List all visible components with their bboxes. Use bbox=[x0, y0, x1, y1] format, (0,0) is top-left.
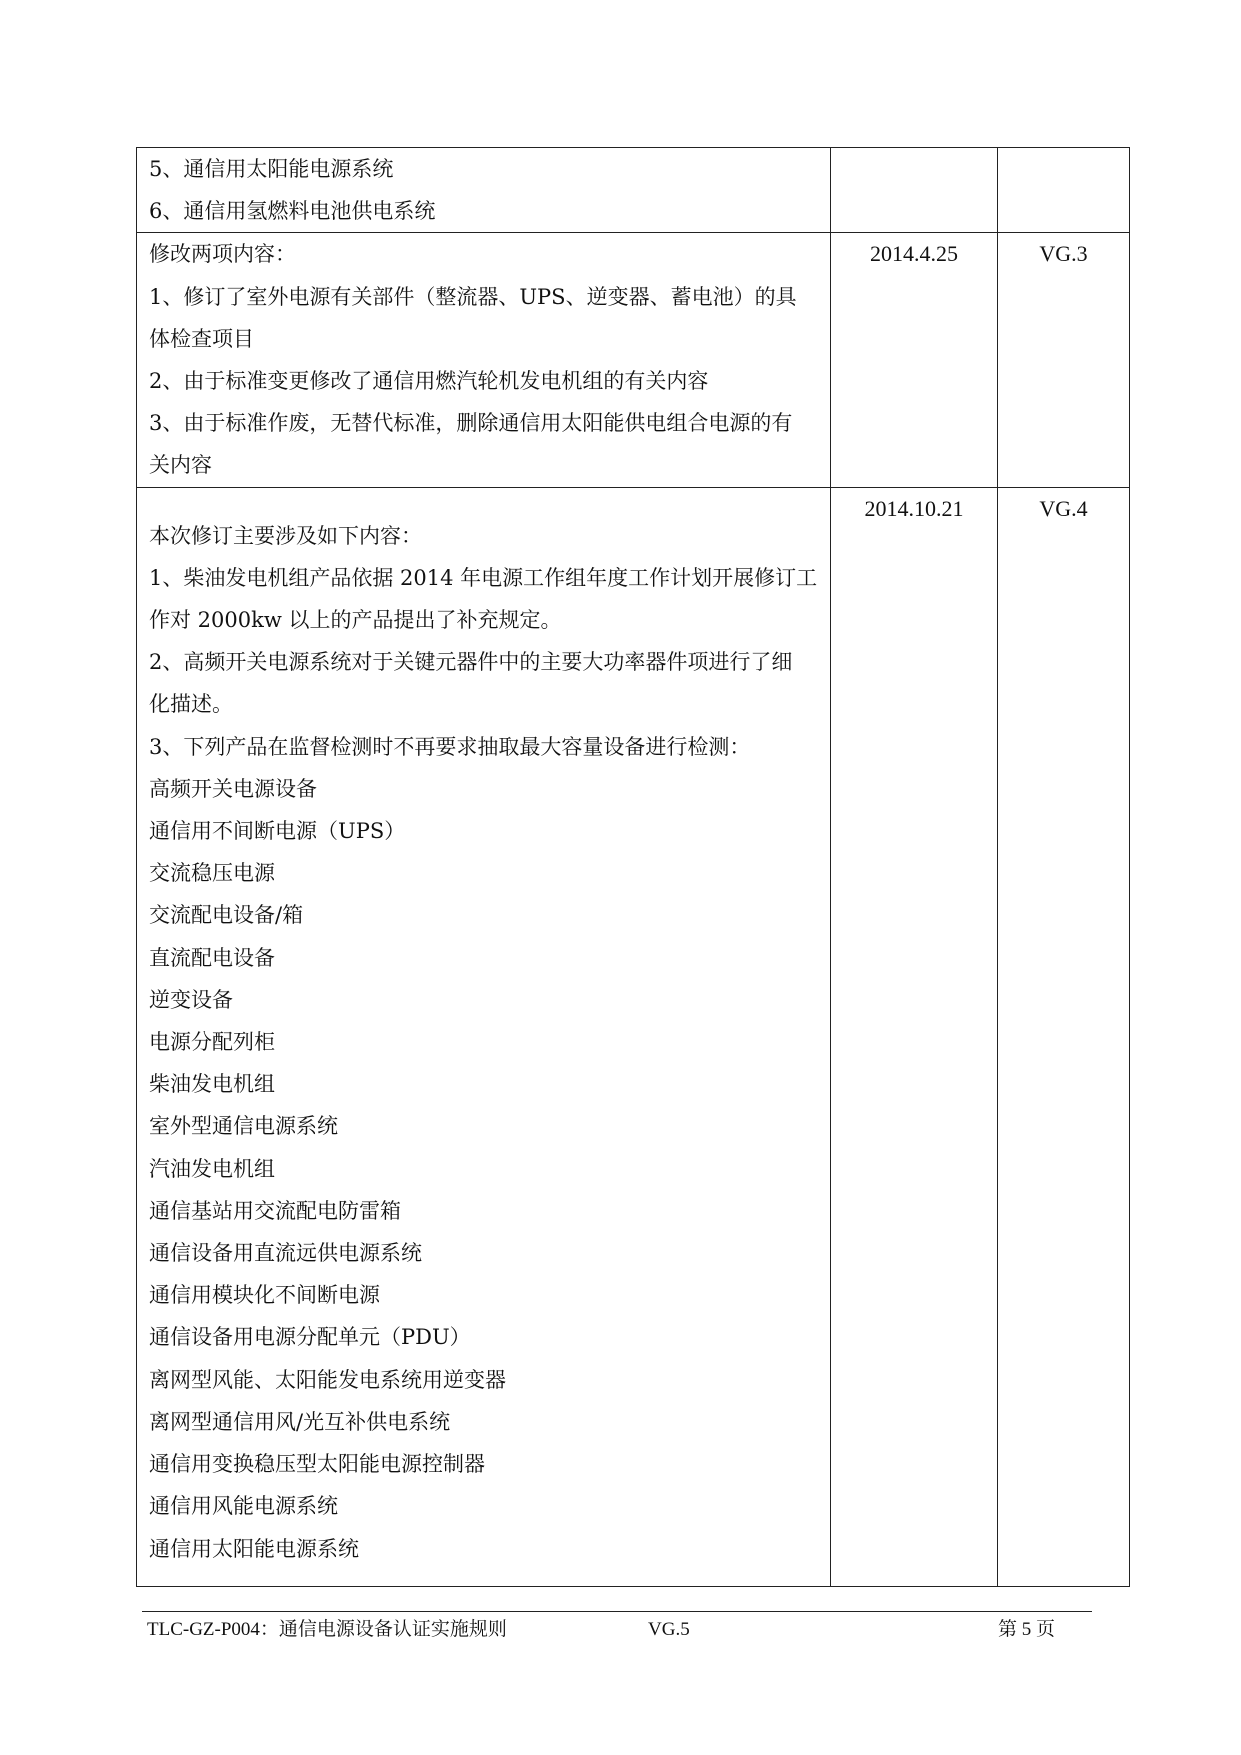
revision-row bbox=[137, 487, 1130, 1586]
revision-content-line: 3、下列产品在监督检测时不再要求抽取最大容量设备进行检测： bbox=[149, 734, 751, 759]
revision-row bbox=[137, 148, 1130, 233]
revision-content-line: 本次修订主要涉及如下内容： bbox=[149, 523, 422, 548]
revision-content-line: 1、修订了室外电源有关部件（整流器、UPS、逆变器、蓄电池）的具 bbox=[149, 284, 797, 309]
revision-history-table bbox=[136, 147, 1130, 1587]
revision-content-line: 修改两项内容： bbox=[149, 242, 296, 267]
footer-version: VG.5 bbox=[648, 1619, 690, 1640]
revision-version-cell bbox=[998, 487, 1130, 1586]
revision-date: 2014.4.25 bbox=[870, 241, 958, 267]
revision-date: 2014.10.21 bbox=[864, 495, 964, 521]
revision-content-line: 离网型风能、太阳能发电系统用逆变器 bbox=[149, 1367, 506, 1392]
revision-content-line: 通信用太阳能电源系统 bbox=[149, 1536, 359, 1561]
revision-version-cell bbox=[998, 233, 1130, 487]
revision-version: VG.4 bbox=[1039, 495, 1088, 521]
revision-content-line: 2、由于标准变更修改了通信用燃汽轮机发电机组的有关内容 bbox=[149, 369, 709, 394]
revision-content-line: 通信设备用电源分配单元（PDU） bbox=[149, 1325, 471, 1350]
revision-content-lines bbox=[137, 148, 830, 232]
revision-date-cell bbox=[831, 487, 998, 1586]
footer-divider bbox=[142, 1611, 1092, 1612]
revision-content-line: 通信用不间断电源（UPS） bbox=[149, 819, 406, 844]
revision-content-cell bbox=[137, 487, 831, 1586]
revision-content-line: 通信用模块化不间断电源 bbox=[149, 1283, 380, 1308]
footer-document-title: TLC-GZ-P004：通信电源设备认证实施规则 bbox=[147, 1619, 507, 1640]
revision-content-line: 3、由于标准作废，无替代标准，删除通信用太阳能供电组合电源的有 bbox=[149, 411, 793, 436]
revision-content-cell bbox=[137, 148, 831, 233]
revision-content-line: 通信设备用直流远供电源系统 bbox=[149, 1241, 422, 1266]
footer-page-number: 第 5 页 bbox=[998, 1619, 1056, 1640]
revision-content-line: 5、通信用太阳能电源系统 bbox=[149, 157, 394, 181]
revision-content-line: 通信用变换稳压型太阳能电源控制器 bbox=[149, 1452, 485, 1477]
revision-table-body bbox=[137, 148, 1130, 1587]
revision-date-cell bbox=[831, 148, 998, 233]
revision-version-cell bbox=[998, 148, 1130, 233]
revision-content-line: 汽油发电机组 bbox=[149, 1156, 275, 1181]
revision-content-line: 交流配电设备/箱 bbox=[149, 903, 304, 928]
revision-content-line: 化描述。 bbox=[149, 692, 233, 717]
revision-content-line: 逆变设备 bbox=[149, 987, 233, 1012]
revision-content-line: 离网型通信用风/光互补供电系统 bbox=[149, 1409, 451, 1434]
revision-date-cell bbox=[831, 233, 998, 487]
revision-content-cell bbox=[137, 233, 831, 487]
revision-content-line: 作对 2000kw 以上的产品提出了补充规定。 bbox=[149, 608, 562, 633]
revision-content-line: 2、高频开关电源系统对于关键元器件中的主要大功率器件项进行了细 bbox=[149, 650, 793, 675]
revision-content-line: 6、通信用氢燃料电池供电系统 bbox=[149, 199, 436, 224]
revision-content-line: 高频开关电源设备 bbox=[149, 776, 317, 801]
revision-content-lines bbox=[137, 488, 830, 1570]
revision-content-line: 柴油发电机组 bbox=[149, 1072, 275, 1097]
revision-content-line: 体检查项目 bbox=[149, 326, 254, 351]
revision-row bbox=[137, 233, 1130, 487]
revision-content-line: 直流配电设备 bbox=[149, 945, 275, 970]
revision-content-line: 通信用风能电源系统 bbox=[149, 1494, 338, 1519]
revision-version: VG.3 bbox=[1039, 241, 1088, 267]
revision-content-line: 交流稳压电源 bbox=[149, 861, 275, 886]
revision-content-line: 关内容 bbox=[149, 453, 212, 478]
revision-content-line: 室外型通信电源系统 bbox=[149, 1114, 338, 1139]
revision-content-line: 通信基站用交流配电防雷箱 bbox=[149, 1198, 401, 1223]
revision-content-lines bbox=[137, 233, 830, 486]
revision-content-line: 1、柴油发电机组产品依据 2014 年电源工作组年度工作计划开展修订工 bbox=[149, 565, 818, 590]
revision-content-line: 电源分配列柜 bbox=[149, 1030, 275, 1055]
